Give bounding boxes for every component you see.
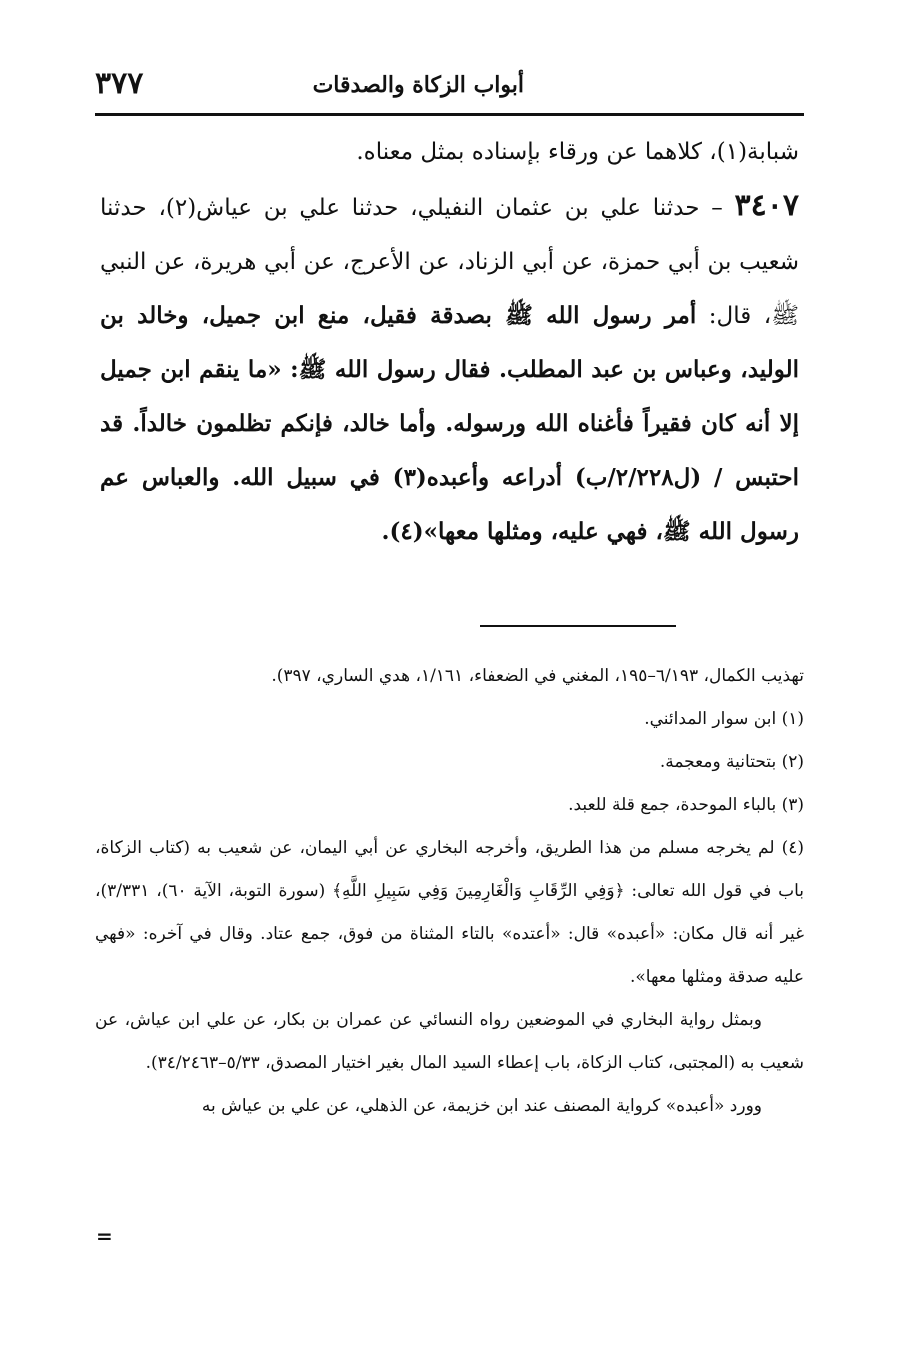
footnote-4-paragraph-3: وورد «أعبده» كرواية المصنف عند ابن خزيمة، عن الذهلي، عن علي بن عياش به	[201, 1096, 762, 1116]
footnote-4-paragraph-2: وبمثل رواية البخاري في الموضعين رواه النسائي عن عمران بن بكار، عن علي ابن عياش، عن شعيب به (المجتبى، كتاب الزكاة، باب إعطاء السيد المال بغير اختيار المصدق، ٥/٣٣–٣٤/٢٤٦٣).	[95, 1010, 804, 1073]
header-rule	[95, 113, 804, 116]
intro-line: شبابة(١)، كلاهما عن ورقاء بإسناده بمثل معناه.	[356, 139, 799, 165]
footnote-3: (٣) بالباء الموحدة، جمع قلة للعبد.	[568, 795, 804, 815]
hadith-paragraph	[100, 179, 799, 559]
footnote-4: (٤) لم يخرجه مسلم من هذا الطريق، وأخرجه البخاري عن أبي اليمان، عن شعيب به (كتاب الزكاة، باب في قول الله تعالى: ﴿وَفِي الرِّقَابِ وَالْغَارِمِينَ وَفِي سَبِيلِ اللَّهِ﴾ (سورة التوبة، الآية ٦٠)، ٣/٣٣١)، غير أنه قال مكان: «أعبده» قال: «أعتده» بالتاء المثناة من فوق، جمع عتاد. وقال في آخره: «فهي عليه صدقة ومثلها معها».	[95, 838, 805, 987]
footnote-carry-over: تهذيب الكمال، ٦/١٩٣–١٩٥، المغني في الضعفاء، ١/١٦١، هدي الساري، ٣٩٧).	[271, 666, 804, 686]
hadith-matn: أمر رسول الله ﷺ بصدقة فقيل، منع ابن جميل، وخالد بن الوليد، وعباس بن عبد المطلب. فقال رسول الله ﷺ: «ما ينقم ابن جميل إلا أنه كان فقيراً فأغناه الله ورسوله. وأما خالد، فإنكم تظلمون خالداً. قد احتبس / (ل٢/٢٢٨/ب) أدراعه وأعبده(٣) في سبيل الله. والعباس عم رسول الله ﷺ، فهي عليه، ومثلها معها»(٤).	[100, 302, 799, 545]
continuation-mark: =	[96, 1224, 113, 1248]
footnote-separator	[480, 625, 676, 627]
hadith-number: ٣٤٠٧	[734, 188, 799, 223]
hadith-chain: – حدثنا علي بن عثمان النفيلي، حدثنا علي بن عياش(٢)، حدثنا شعيب بن أبي حمزة، عن أبي الزناد، عن الأعرج، عن أبي هريرة، عن النبي ﷺ، قال:	[100, 195, 799, 329]
footnote-1: (١) ابن سوار المدائني.	[644, 709, 804, 729]
page-number: ٣٧٧	[95, 66, 144, 101]
main-text	[100, 125, 799, 559]
footnotes	[95, 655, 804, 1128]
page-title: أبواب الزكاة والصدقات	[312, 72, 524, 98]
footnote-2: (٢) بتحتانية ومعجمة.	[659, 752, 804, 772]
running-header	[95, 62, 804, 112]
